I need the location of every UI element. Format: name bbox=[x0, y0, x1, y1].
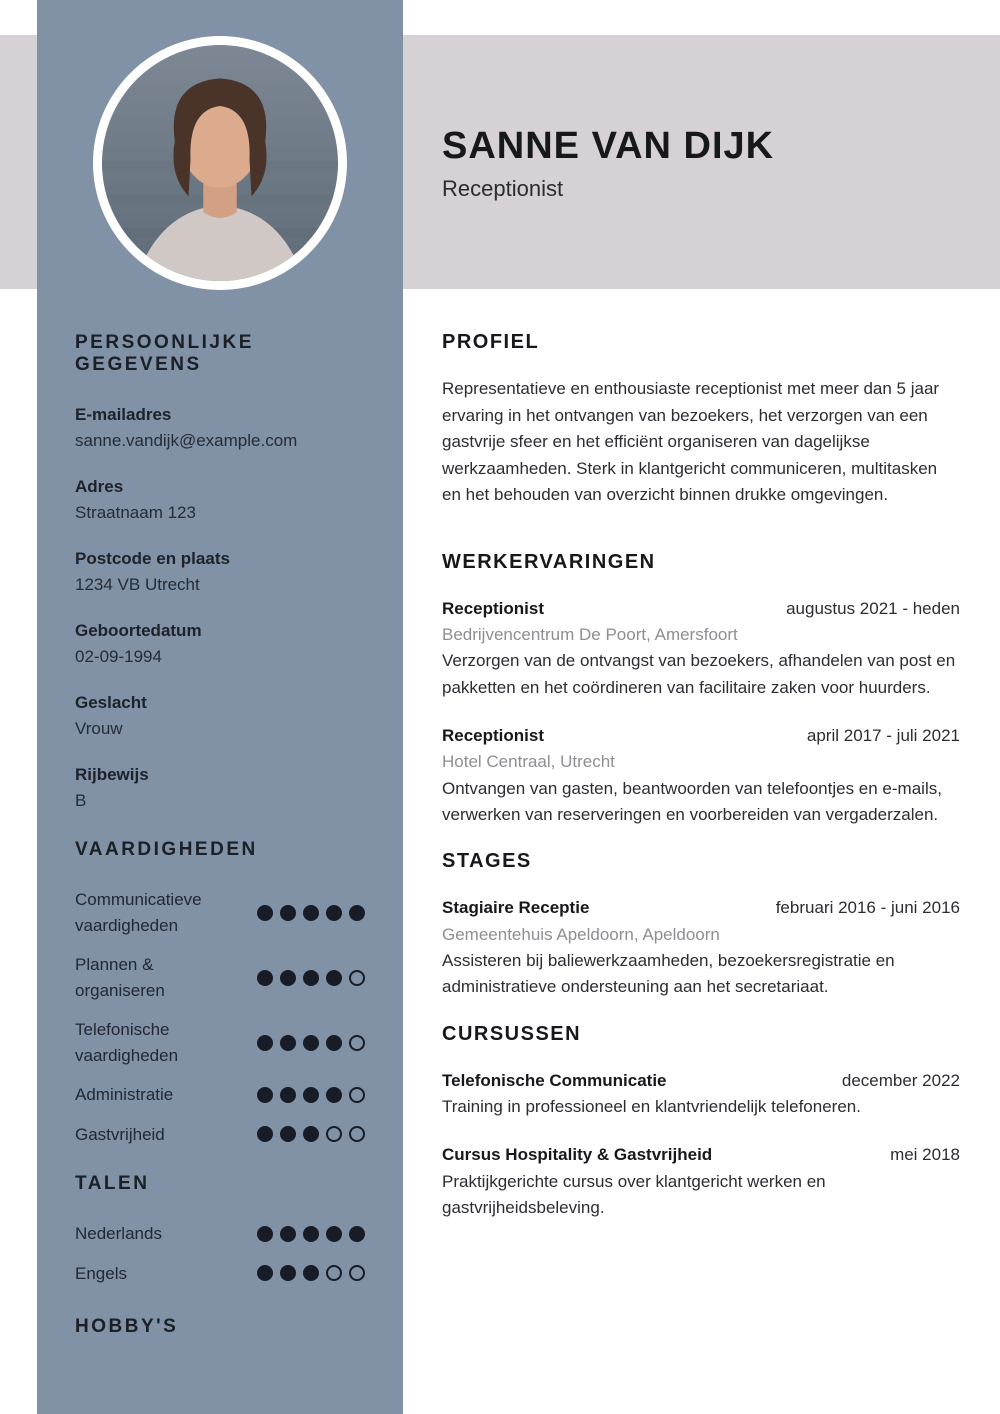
experience-entry-header bbox=[442, 596, 960, 622]
dot-filled-icon bbox=[326, 905, 342, 921]
internship-entry-period: februari 2016 - juni 2016 bbox=[775, 898, 960, 918]
dot-filled-icon bbox=[349, 1226, 365, 1242]
person-role: Receptionist bbox=[442, 175, 564, 201]
internship-entry-role: Stagiaire Receptie bbox=[442, 898, 590, 918]
dot-empty-icon bbox=[349, 970, 365, 986]
experience-entry-description: Ontvangen van gasten, beantwoorden van telefoontjes en e-mails, verwerken van reserveringen en voorbereiden van vergaderzalen. bbox=[442, 778, 942, 824]
profile-text: Representatieve en enthousiaste receptionist met meer dan 5 jaar ervaring in het ontvangen van bezoekers, het verzorgen van een gastvrije sfeer en het efficiënt organiseren van dagelijkse werkzaamheden. Sterk in klantgericht communiceren, multitasken en het behouden van overzicht binnen drukke omgevingen. bbox=[442, 379, 940, 505]
hobbies-title: HOBBY'S bbox=[75, 1316, 179, 1337]
rating-dots bbox=[257, 905, 365, 921]
skill-item bbox=[75, 1017, 365, 1068]
experience-entry-organization: Bedrijvencentrum De Poort, Amersfoort bbox=[442, 624, 738, 644]
skill-item-label: Administratie bbox=[75, 1085, 174, 1104]
dot-empty-icon bbox=[349, 1035, 365, 1051]
course-entry-period: mei 2018 bbox=[890, 1145, 960, 1165]
field-label: Geslacht bbox=[75, 693, 147, 712]
hobbies-section bbox=[75, 1316, 365, 1338]
dot-filled-icon bbox=[326, 1226, 342, 1242]
dot-empty-icon bbox=[349, 1126, 365, 1142]
dot-filled-icon bbox=[280, 1265, 296, 1281]
dot-empty-icon bbox=[326, 1126, 342, 1142]
dot-filled-icon bbox=[280, 1035, 296, 1051]
dot-filled-icon bbox=[280, 1226, 296, 1242]
course-entry-header bbox=[442, 1142, 960, 1168]
internships-list bbox=[442, 895, 960, 1000]
dot-filled-icon bbox=[257, 1087, 273, 1103]
personal-details-title: PERSOONLIJKE GEGEVENS bbox=[75, 332, 254, 375]
language-item bbox=[75, 1261, 365, 1287]
internship-entry-header bbox=[442, 895, 960, 921]
dot-filled-icon bbox=[303, 1126, 319, 1142]
languages-list bbox=[75, 1221, 365, 1286]
experience-entry-role: Receptionist bbox=[442, 725, 545, 745]
course-entry-period: december 2022 bbox=[841, 1070, 960, 1090]
course-entry-description: Training in professioneel en klantvriendelijk telefoneren. bbox=[442, 1097, 861, 1117]
field-value: 1234 VB Utrecht bbox=[75, 574, 200, 594]
languages-section bbox=[75, 1173, 365, 1286]
skill-item-label: Telefonische vaardigheden bbox=[75, 1020, 179, 1065]
rating-dots bbox=[257, 1087, 365, 1103]
experience-entry-period: april 2017 - juli 2021 bbox=[806, 725, 960, 745]
field-label: Rijbewijs bbox=[75, 765, 149, 784]
dot-filled-icon bbox=[303, 1035, 319, 1051]
field-label: Adres bbox=[75, 477, 124, 496]
sidebar bbox=[37, 0, 403, 1414]
courses-section bbox=[442, 1023, 960, 1222]
dot-empty-icon bbox=[349, 1087, 365, 1103]
dot-filled-icon bbox=[303, 1087, 319, 1103]
field-value: B bbox=[75, 790, 87, 810]
course-entry-header bbox=[442, 1068, 960, 1094]
personal-field bbox=[75, 546, 365, 597]
dot-filled-icon bbox=[257, 905, 273, 921]
profile-photo bbox=[102, 45, 338, 281]
dot-filled-icon bbox=[349, 905, 365, 921]
skill-item-label: Gastvrijheid bbox=[75, 1124, 165, 1144]
profile-section bbox=[442, 331, 960, 509]
experience-list bbox=[442, 596, 960, 829]
skills-title: VAARDIGHEDEN bbox=[75, 839, 258, 860]
dot-filled-icon bbox=[280, 970, 296, 986]
sidebar-content bbox=[37, 332, 403, 1364]
profile-photo-frame bbox=[93, 36, 347, 290]
internships-section bbox=[442, 850, 960, 1000]
personal-field bbox=[75, 618, 365, 669]
courses-list bbox=[442, 1068, 960, 1222]
personal-details-section bbox=[75, 332, 365, 813]
dot-filled-icon bbox=[257, 1265, 273, 1281]
skill-item bbox=[75, 1122, 365, 1148]
field-value: Vrouw bbox=[75, 718, 123, 738]
field-value: Straatnaam 123 bbox=[75, 502, 196, 522]
dot-filled-icon bbox=[303, 1226, 319, 1242]
internship-entry bbox=[442, 895, 960, 1000]
field-label: Geboortedatum bbox=[75, 621, 202, 640]
experience-title: WERKERVARINGEN bbox=[442, 550, 656, 573]
dot-filled-icon bbox=[303, 970, 319, 986]
experience-section bbox=[442, 551, 960, 829]
internship-entry-organization: Gemeentehuis Apeldoorn, Apeldoorn bbox=[442, 924, 720, 944]
internships-title: STAGES bbox=[442, 850, 532, 873]
experience-entry bbox=[442, 596, 960, 701]
skill-item bbox=[75, 952, 365, 1003]
field-label: E-mailadres bbox=[75, 405, 172, 424]
dot-filled-icon bbox=[303, 1265, 319, 1281]
personal-field bbox=[75, 402, 365, 453]
skill-item bbox=[75, 887, 365, 938]
rating-dots bbox=[257, 970, 365, 986]
experience-entry-organization: Hotel Centraal, Utrecht bbox=[442, 752, 615, 772]
personal-details-list bbox=[75, 402, 365, 813]
language-item-label: Engels bbox=[75, 1263, 127, 1283]
skill-item bbox=[75, 1082, 365, 1108]
skill-item-label: Plannen & organiseren bbox=[75, 955, 165, 1000]
courses-title: CURSUSSEN bbox=[442, 1022, 582, 1045]
dot-filled-icon bbox=[257, 1226, 273, 1242]
experience-entry-header bbox=[442, 723, 960, 749]
experience-entry-description: Verzorgen van de ontvangst van bezoekers, afhandelen van post en pakketten en het coördineren van facilitaire zaken voor huurders. bbox=[442, 651, 956, 697]
dot-filled-icon bbox=[326, 970, 342, 986]
course-entry-role: Telefonische Communicatie bbox=[442, 1070, 667, 1090]
experience-entry bbox=[442, 723, 960, 828]
skill-item-label: Communicatieve vaardigheden bbox=[75, 890, 202, 935]
personal-field bbox=[75, 690, 365, 741]
header-title-block bbox=[442, 126, 962, 202]
dot-filled-icon bbox=[303, 905, 319, 921]
main-column bbox=[442, 331, 960, 1243]
experience-entry-role: Receptionist bbox=[442, 598, 545, 618]
dot-filled-icon bbox=[280, 905, 296, 921]
language-item-label: Nederlands bbox=[75, 1224, 162, 1243]
field-value: 02-09-1994 bbox=[75, 646, 162, 666]
course-entry-role: Cursus Hospitality & Gastvrijheid bbox=[442, 1145, 713, 1165]
field-value: sanne.vandijk@example.com bbox=[75, 430, 298, 450]
dot-filled-icon bbox=[257, 1035, 273, 1051]
person-name: SANNE VAN DIJK bbox=[442, 125, 775, 167]
profile-title: PROFIEL bbox=[442, 331, 540, 353]
dot-filled-icon bbox=[326, 1035, 342, 1051]
personal-field bbox=[75, 762, 365, 813]
course-entry bbox=[442, 1142, 960, 1221]
rating-dots bbox=[257, 1265, 365, 1281]
skills-list bbox=[75, 887, 365, 1147]
dot-empty-icon bbox=[326, 1265, 342, 1281]
rating-dots bbox=[257, 1035, 365, 1051]
skills-section bbox=[75, 839, 365, 1147]
dot-filled-icon bbox=[257, 970, 273, 986]
languages-title: TALEN bbox=[75, 1173, 150, 1194]
dot-empty-icon bbox=[349, 1265, 365, 1281]
dot-filled-icon bbox=[326, 1087, 342, 1103]
experience-entry-period: augustus 2021 - heden bbox=[786, 598, 960, 618]
personal-field bbox=[75, 474, 365, 525]
course-entry bbox=[442, 1068, 960, 1121]
field-label: Postcode en plaats bbox=[75, 549, 230, 568]
internship-entry-description: Assisteren bij baliewerkzaamheden, bezoekersregistratie en administratieve ondersteuning aan het secretariaat. bbox=[442, 951, 895, 997]
course-entry-description: Praktijkgerichte cursus over klantgericht werken en gastvrijheidsbeleving. bbox=[442, 1171, 826, 1218]
dot-filled-icon bbox=[257, 1126, 273, 1142]
dot-filled-icon bbox=[280, 1126, 296, 1142]
rating-dots bbox=[257, 1226, 365, 1242]
language-item bbox=[75, 1221, 365, 1247]
rating-dots bbox=[257, 1126, 365, 1142]
dot-filled-icon bbox=[280, 1087, 296, 1103]
